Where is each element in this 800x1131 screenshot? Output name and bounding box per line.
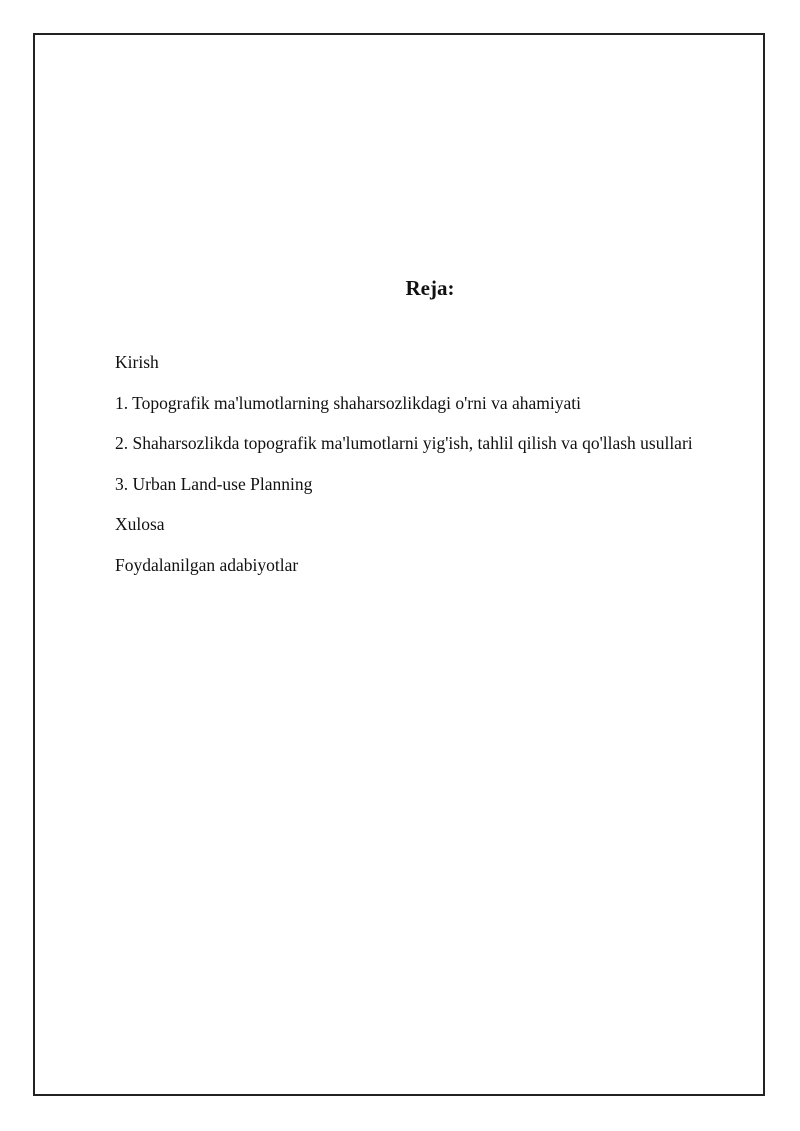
toc-item-conclusion: Xulosa — [115, 514, 165, 534]
toc-item-chapter-2: 2. Shaharsozlikda topografik ma'lumotlarni yig'ish, tahlil qilish va qo'llash usullari — [115, 433, 693, 453]
table-of-contents — [115, 350, 693, 593]
toc-item-chapter-3: 3. Urban Land-use Planning — [115, 473, 313, 494]
page-title: Reja: — [405, 276, 455, 300]
toc-item-chapter-1: 1. Topografik ma'lumotlarning shaharsozlikdagi o'rni va ahamiyati — [115, 392, 581, 413]
toc-item-references: Foydalanilgan adabiyotlar — [115, 554, 299, 575]
toc-item-introduction: Kirish — [115, 352, 159, 372]
